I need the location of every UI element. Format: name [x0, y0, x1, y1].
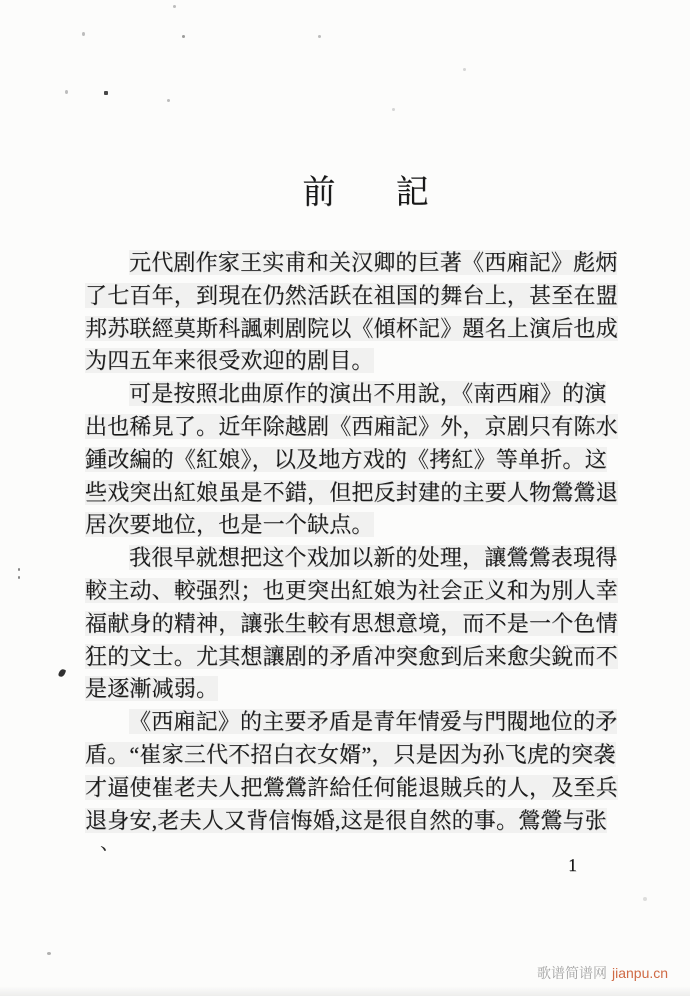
text-line: 些戏突出紅娘虽是不錯，但把反封建的主要人物鶯鶯退 [85, 479, 618, 505]
text-line: 元代剧作家王实甫和关汉卿的巨著《西廂記》彪炳 [129, 250, 618, 275]
scan-speck [463, 68, 466, 71]
scan-speck [173, 5, 176, 8]
text-line: 退身安,老夫人又背信悔婚,这是很自然的事。鶯鶯与张 [85, 807, 608, 833]
scan-ink-blot [58, 668, 66, 678]
page-number: 1 [568, 855, 577, 875]
text-line: 福献身的精神，讓张生較有思想意境，而不是一个色情 [85, 610, 618, 636]
text-line: 了七百年，到現在仍然活跃在祖国的舞台上，甚至在盟 [85, 282, 618, 308]
watermark-domain: jianpu.cn [612, 965, 669, 981]
text-line: 居次要地位，也是一个缺点。 [85, 512, 374, 538]
text-line: 《西廂記》的主要矛盾是青年情爱与門閥地位的矛 [129, 709, 618, 735]
text-line: 为四五年来很受欢迎的剧目。 [85, 348, 374, 374]
text-line: 狂的文士。尤其想讓剧的矛盾冲突愈到后来愈尖銳而不 [85, 643, 618, 669]
text-line: 盾。“崔家三代不招白衣女婿”，只是因为孙飞虎的突袭 [85, 741, 616, 767]
scan-speck [18, 576, 20, 579]
scan-speck [318, 35, 321, 38]
text-line: 是逐漸减弱。 [85, 676, 219, 702]
page-title: 前 記 [302, 175, 432, 211]
scan-speck [82, 32, 85, 36]
text-line: 可是按照北曲原作的演出不用說，《南西廂》的演 [129, 381, 607, 407]
text-line: 才逼使崔老夫人把鶯鶯許給任何能退賊兵的人，及至兵 [85, 774, 618, 800]
text-line: 我很早就想把这个戏加以新的处理，讓鶯鶯表現得 [129, 545, 618, 571]
text-line: 出也稀見了。近年除越剧《西廂記》外，京剧只有陈水 [85, 413, 618, 439]
stray-ink-mark: 、 [100, 832, 120, 854]
text-line: 鍾改編的《紅娘》，以及地方戏的《拷紅》等单折。这 [85, 446, 607, 472]
text-line: 較主动、較强烈；也更突出紅娘为社会正义和为別人幸 [85, 577, 618, 603]
scan-speck [182, 35, 185, 38]
text-block [85, 247, 625, 837]
text-line: 邦苏联經莫斯科諷刺剧院以《傾杯記》題名上演后也成 [85, 315, 618, 341]
watermark [537, 963, 668, 983]
scan-speck [104, 91, 108, 95]
scan-speck [47, 952, 51, 955]
scan-speck [18, 568, 20, 571]
scan-speck [65, 90, 68, 94]
scan-speck [392, 108, 395, 111]
watermark-site-name: 歌谱简谱网 [537, 965, 607, 981]
scan-speck [643, 897, 647, 901]
scan-speck [167, 99, 170, 102]
